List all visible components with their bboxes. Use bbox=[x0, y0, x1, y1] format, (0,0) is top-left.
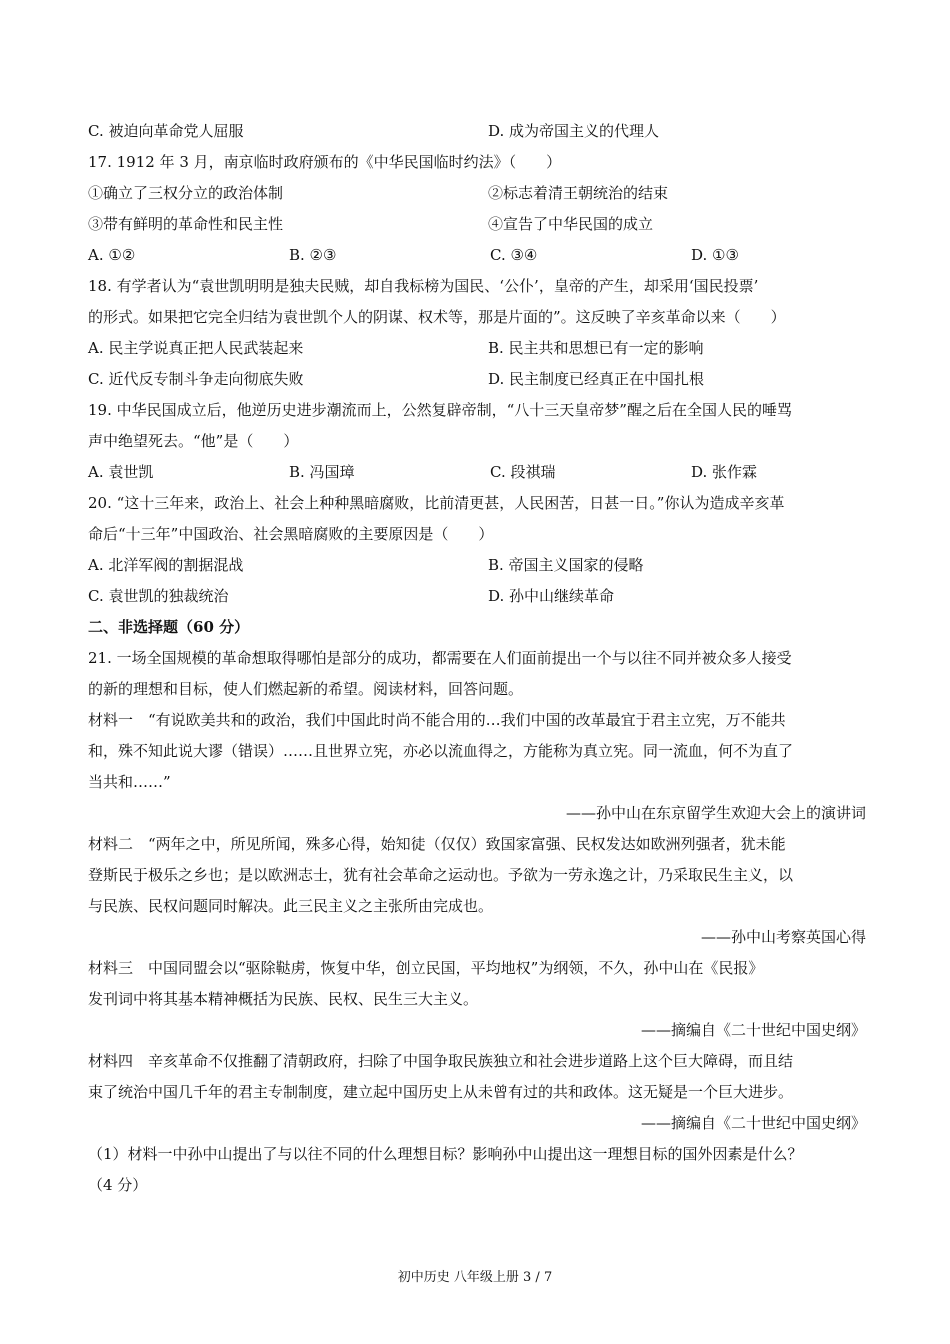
q18-stem-line2: 的形式。如果把它完全归结为袁世凯个人的阴谋、权术等，那是片面的”。这反映了辛亥革命以来（ ） bbox=[88, 308, 786, 326]
q17-statement-3: ③带有鲜明的革命性和民主性 bbox=[88, 215, 284, 233]
q16-options-cd bbox=[88, 116, 866, 147]
q19-options bbox=[88, 457, 866, 488]
q18-option-c: C. 近代反专制斗争走向彻底失败 bbox=[88, 370, 304, 388]
material3-source: ——摘编自《二十世纪中国史纲》 bbox=[640, 1021, 866, 1039]
material1-line1: 材料一 “有说欧美共和的政治，我们中国此时尚不能合用的…我们中国的改革最宜于君主立宪，万不能共 bbox=[88, 711, 786, 729]
q17-statement-1: ①确立了三权分立的政治体制 bbox=[88, 184, 284, 202]
q20-options-cd bbox=[88, 581, 866, 612]
q16-option-c: C. 被迫向革命党人屈服 bbox=[88, 122, 244, 140]
q18-option-a: A. 民主学说真正把人民武装起来 bbox=[88, 339, 304, 357]
material2-line2: 登斯民于极乐之乡也；是以欧洲志士，犹有社会革命之运动也。予欲为一劳永逸之计，乃采取民生主义，以 bbox=[88, 866, 794, 884]
q18-options-ab bbox=[88, 333, 866, 364]
q16-option-d: D. 成为帝国主义的代理人 bbox=[488, 122, 660, 140]
q19-option-c: C. 段祺瑞 bbox=[490, 463, 556, 481]
q17-option-a: A. ①② bbox=[88, 246, 136, 264]
q19-option-b: B. 冯国璋 bbox=[289, 463, 355, 481]
material4-line2: 束了统治中国几千年的君主专制制度，建立起中国历史上从未曾有过的共和政体。这无疑是一个巨大进步。 bbox=[88, 1083, 794, 1101]
material1-source: ——孙中山在东京留学生欢迎大会上的演讲词 bbox=[565, 804, 866, 822]
q17-statements-34 bbox=[88, 209, 866, 240]
q17-option-b: B. ②③ bbox=[289, 246, 337, 264]
q20-option-c: C. 袁世凯的独裁统治 bbox=[88, 587, 229, 605]
q17-statement-2: ②标志着清王朝统治的结束 bbox=[488, 184, 669, 202]
q19-option-d: D. 张作霖 bbox=[691, 463, 758, 481]
q18-stem-line1: 18. 有学者认为“袁世凯明明是独夫民贼，却自我标榜为国民、‘公仆’，皇帝的产生，却采用‘国民投票’ bbox=[88, 277, 759, 295]
q17-options bbox=[88, 240, 866, 271]
q17-statement-4: ④宣告了中华民国的成立 bbox=[488, 215, 654, 233]
material1-line3: 当共和……” bbox=[88, 773, 171, 791]
q17-statements-12 bbox=[88, 178, 866, 209]
q17-option-c: C. ③④ bbox=[490, 246, 538, 264]
material4-line1: 材料四 辛亥革命不仅推翻了清朝政府，扫除了中国争取民族独立和社会进步道路上这个巨大障碍，而且结 bbox=[88, 1052, 794, 1070]
material1-line2: 和，殊不知此说大谬（错误）……且世界立宪，亦必以流血得之，方能称为真立宪。同一流血，何不为直了 bbox=[88, 742, 794, 760]
material2-line3: 与民族、民权问题同时解决。此三民主义之主张所由完成也。 bbox=[88, 897, 494, 915]
q21-subquestion1-line1: （1）材料一中孙中山提出了与以往不同的什么理想目标？影响孙中山提出这一理想目标的国外因素是什么？ bbox=[88, 1145, 803, 1163]
q19-stem-line2: 声中绝望死去。“他”是（ ） bbox=[88, 432, 299, 450]
q17-option-d: D. ①③ bbox=[691, 246, 739, 264]
q21-intro-line1: 21. 一场全国规模的革命想取得哪怕是部分的成功，都需要在人们面前提出一个与以往不同并被众多人接受 bbox=[88, 649, 792, 667]
q21-intro-line2: 的新的理想和目标，使人们燃起新的希望。阅读材料，回答问题。 bbox=[88, 680, 524, 698]
page-footer: 初中历史 八年级上册 3 / 7 bbox=[397, 1270, 553, 1285]
q18-option-b: B. 民主共和思想已有一定的影响 bbox=[488, 339, 704, 357]
exam-page-content bbox=[88, 116, 866, 1201]
section2-title: 二、非选择题（60 分） bbox=[88, 618, 250, 636]
q17-stem: 17. 1912 年 3 月，南京临时政府颁布的《中华民国临时约法》（ ） bbox=[88, 153, 562, 171]
material2-source: ——孙中山考察英国心得 bbox=[700, 928, 866, 946]
material4-source: ——摘编自《二十世纪中国史纲》 bbox=[640, 1114, 866, 1132]
q20-option-d: D. 孙中山继续革命 bbox=[488, 587, 615, 605]
q20-stem-line1: 20. “这十三年来，政治上、社会上种种黑暗腐败，比前清更甚，人民困苦，日甚一日。”你认为造成辛亥革 bbox=[88, 494, 785, 512]
q20-option-a: A. 北洋军阀的割据混战 bbox=[88, 556, 244, 574]
q20-stem-line2: 命后“十三年”中国政治、社会黑暗腐败的主要原因是（ ） bbox=[88, 525, 494, 543]
q19-option-a: A. 袁世凯 bbox=[88, 463, 154, 481]
q20-option-b: B. 帝国主义国家的侵略 bbox=[488, 556, 644, 574]
material3-line1: 材料三 中国同盟会以“驱除鞑虏，恢复中华，创立民国，平均地权”为纲领，不久，孙中山在《民报》 bbox=[88, 959, 764, 977]
q20-options-ab bbox=[88, 550, 866, 581]
q18-options-cd bbox=[88, 364, 866, 395]
material3-line2: 发刊词中将其基本精神概括为民族、民权、民生三大主义。 bbox=[88, 990, 479, 1008]
q21-subquestion1-line2: （4 分） bbox=[88, 1176, 148, 1194]
q18-option-d: D. 民主制度已经真正在中国扎根 bbox=[488, 370, 705, 388]
material2-line1: 材料二 “两年之中，所见所闻，殊多心得，始知徒（仅仅）致国家富强、民权发达如欧洲列强者，犹未能 bbox=[88, 835, 786, 853]
q19-stem-line1: 19. 中华民国成立后，他逆历史进步潮流而上，公然复辟帝制，“八十三天皇帝梦”醒之后在全国人民的唾骂 bbox=[88, 401, 792, 419]
